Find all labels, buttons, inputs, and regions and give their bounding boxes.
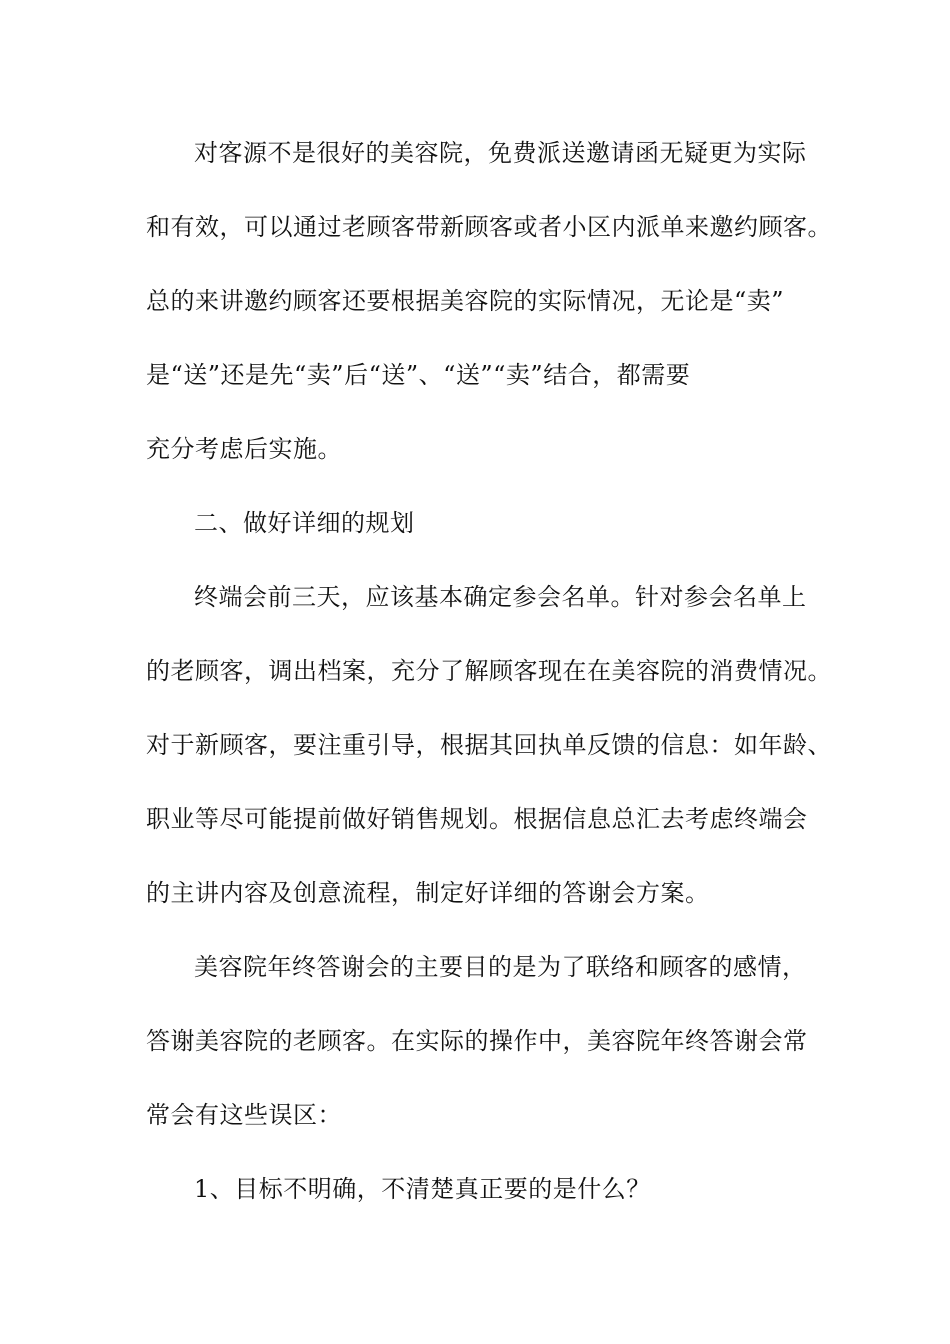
paragraph-1-line-4: 是“送”还是先“卖”后“送”、“送”“卖”结合，都需要: [146, 361, 691, 389]
paragraph-2-line-5: 的主讲内容及创意流程，制定好详细的答谢会方案。: [146, 879, 710, 907]
paragraph-3-line-1: 美容院年终答谢会的主要目的是为了联络和顾客的感情，: [194, 953, 807, 981]
paragraph-2-line-1: 终端会前三天，应该基本确定参会名单。针对参会名单上: [194, 583, 807, 611]
list-item-1: 1、目标不明确，不清楚真正要的是什么？: [194, 1175, 651, 1203]
paragraph-1-line-1: 对客源不是很好的美容院，免费派送邀请函无疑更为实际: [194, 139, 807, 167]
paragraph-1-line-3: 总的来讲邀约顾客还要根据美容院的实际情况，无论是“卖”: [146, 287, 785, 315]
paragraph-1-line-2: 和有效，可以通过老顾客带新顾客或者小区内派单来邀约顾客。: [146, 213, 832, 241]
paragraph-2-line-3: 对于新顾客，要注重引导，根据其回执单反馈的信息：如年龄、: [146, 731, 832, 759]
paragraph-2-line-2: 的老顾客，调出档案，充分了解顾客现在在美容院的消费情况。: [146, 657, 832, 685]
paragraph-2-line-4: 职业等尽可能提前做好销售规划。根据信息总汇去考虑终端会: [146, 805, 808, 833]
paragraph-3-line-2: 答谢美容院的老顾客。在实际的操作中，美容院年终答谢会常: [146, 1027, 808, 1055]
paragraph-1-line-5: 充分考虑后实施。: [146, 435, 342, 463]
paragraph-3-line-3: 常会有这些误区：: [146, 1101, 342, 1129]
section-heading: 二、做好详细的规划: [194, 509, 415, 537]
